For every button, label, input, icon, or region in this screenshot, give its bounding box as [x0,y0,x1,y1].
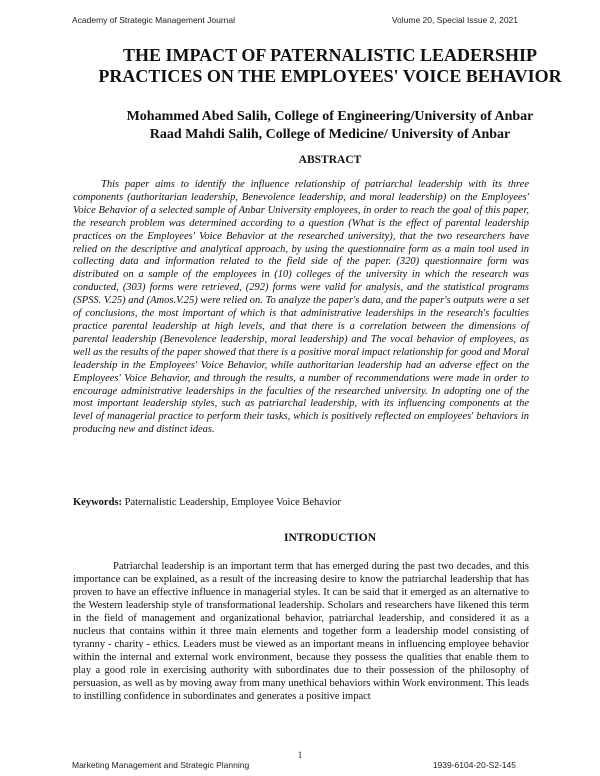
title-line-2: PRACTICES ON THE EMPLOYEES' VOICE BEHAVIOR [98,66,562,86]
introduction-heading: INTRODUCTION [283,532,376,544]
author-1: Mohammed Abed Salih, College of Engineering/University of Anbar [126,109,534,124]
abstract-body: This paper aims to identify the influence relationship of patriarchal leadership with its three components (authoritarian leadership, Benevolence leadership, and moral leadership) on the Employees' Voice Behavior of a selected sample of Anbar University employees, in order to reach the goal of this paper, the research problem was determined according to a question (What is the effect of parental leadership practices on the Employees' Voice Behavior at the researched university), that the two researchers have relied on the descriptive and analytical approach, by using the questionnaire form as a main tool used in collecting data and information related to the field side of the paper. (320) questionnaire form was distributed on a sample of the employees in (10) colleges of the university in which the research was conducted, (303) forms were retrieved, (292) forms were valid for analysis, and the statistical programs (SPSS. V.25) and (Amos.V.25) were relied on. To analyze the paper's data, and the paper's outputs were a set of conclusions, the most important of which is that administrative leaderships in the research's faculties practice parental leadership at high levels, and that there is a correlation between the dimensions of parental leadership (Benevolence leadership, moral leadership) and The vocal behavior of employees, as well as the results of the paper showed that there is a positive moral impact relationship for good and Moral leadership in the Employees' Voice Behavior, while authoritarian leadership had an adverse effect on the Employees' Voice Behavior, and through the results, a number of recommendations were made in order to encourage administrative leaderships in the faculties of the researched university. In adopting one of the most important leadership styles, such as patriarchal leadership, with its influencing components at the level of managerial practice to perform their tasks, which is positively reflected on employees' behaviors in producing new and distinct ideas. [73,179,529,436]
footer-code: 1939-6104-20-S2-145 [432,760,516,770]
keywords-line [73,496,529,509]
paper-title [40,45,600,87]
volume-info: Volume 20, Special Issue 2, 2021 [391,15,518,25]
footer-section: Marketing Management and Strategic Planning [72,760,250,770]
author-2: Raad Mahdi Salih, College of Medicine/ University of Anbar [149,127,511,142]
keywords-label: Keywords: [73,497,122,508]
introduction-body: Patriarchal leadership is an important term that has emerged during the past two decades, and this importance can be explained, as a result of the increasing desire to know the patriarchal leadership that has proven to have an effective influence in managerial styles. It can be said that it emerged as an alternative to the Western leadership style of transformational leadership. Scholars and researchers have likened this term in the field of management and organizational behavior, patriarchal leadership, and considered it as a nucleus that contains within it three main elements and together form a leadership model consisting of tyranny - charity - ethics. Leaders must be viewed as an important means in influencing employee behavior within the internal and external work environment, because they possess the qualities that enable them to play a good role in exercising authority with subordinates due to their possession of the philosophy of persuasion, as well as by moving away from many unethical behaviors within Work environment. This leads to instilling confidence in subordinates and generates a positive impact [73,561,529,702]
journal-name: Academy of Strategic Management Journal [72,15,236,25]
title-line-1: THE IMPACT OF PATERNALISTIC LEADERSHIP [122,45,538,65]
abstract-heading: ABSTRACT [298,154,362,166]
keywords-text: Paternalistic Leadership, Employee Voice Behavior [122,497,341,508]
page-number: 1 [297,750,303,760]
author-block [40,108,600,144]
